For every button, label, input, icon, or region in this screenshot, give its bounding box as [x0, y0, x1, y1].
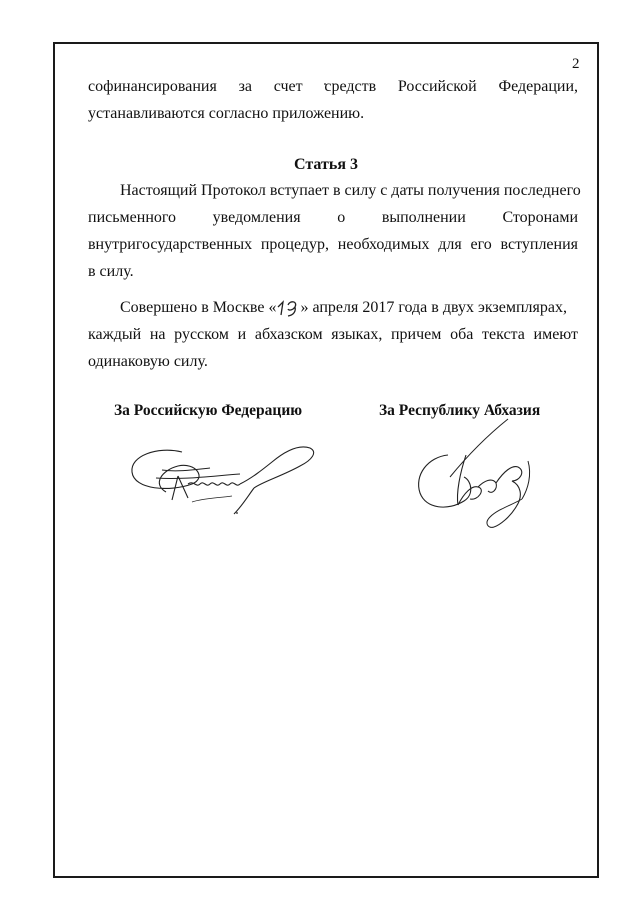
word: и — [237, 326, 247, 343]
word: за — [238, 78, 252, 95]
word: каждый — [88, 326, 142, 343]
word: процедур, — [260, 236, 330, 253]
paragraph-line — [88, 208, 578, 228]
word: причем — [390, 326, 442, 343]
word: средств — [324, 78, 377, 95]
signature-russia — [122, 440, 322, 520]
signature-label-russia: За Российскую Федерацию — [114, 402, 303, 419]
word: Федерации, — [498, 78, 578, 95]
word: внутригосударственных — [88, 236, 253, 253]
page-number: 2 — [572, 56, 580, 72]
word: русском — [174, 326, 229, 343]
paragraph-line: одинаковую силу. — [88, 353, 208, 370]
paragraph-line: Настоящий Протокол вступает в силу с даты получения последнего — [120, 182, 581, 199]
word: вступления — [500, 236, 579, 253]
paragraph-line — [120, 298, 578, 318]
word: текста — [481, 326, 525, 343]
article-heading: Статья 3 — [294, 156, 358, 173]
word: необходимых — [337, 236, 430, 253]
signature-label-abkhazia: За Республику Абхазия — [379, 402, 541, 419]
word: имеют — [533, 326, 579, 343]
signature-abkhazia — [408, 415, 558, 540]
word: софинансирования — [88, 78, 217, 95]
date-text-before: Совершено в Москве « » апреля 2017 года в двух экземплярах, — [120, 298, 567, 318]
word: его — [470, 236, 492, 253]
word: уведомления — [212, 209, 301, 226]
word: письменного — [88, 209, 177, 226]
paragraph-line: устанавливаются согласно приложению. — [88, 105, 365, 122]
word: Российской — [397, 78, 477, 95]
paragraph-line: в силу. — [88, 263, 134, 280]
paragraph-line — [88, 325, 578, 345]
word: оба — [450, 326, 474, 343]
handwritten-day — [276, 298, 300, 318]
paragraph-line — [88, 235, 578, 255]
paragraph-line — [88, 77, 578, 97]
word: абхазском — [254, 326, 323, 343]
word: языках, — [331, 326, 383, 343]
word: о — [337, 209, 346, 226]
word: выполнении — [381, 209, 466, 226]
word: для — [438, 236, 462, 253]
word: на — [149, 326, 166, 343]
word: Сторонами — [502, 209, 579, 226]
word: счет — [273, 78, 303, 95]
